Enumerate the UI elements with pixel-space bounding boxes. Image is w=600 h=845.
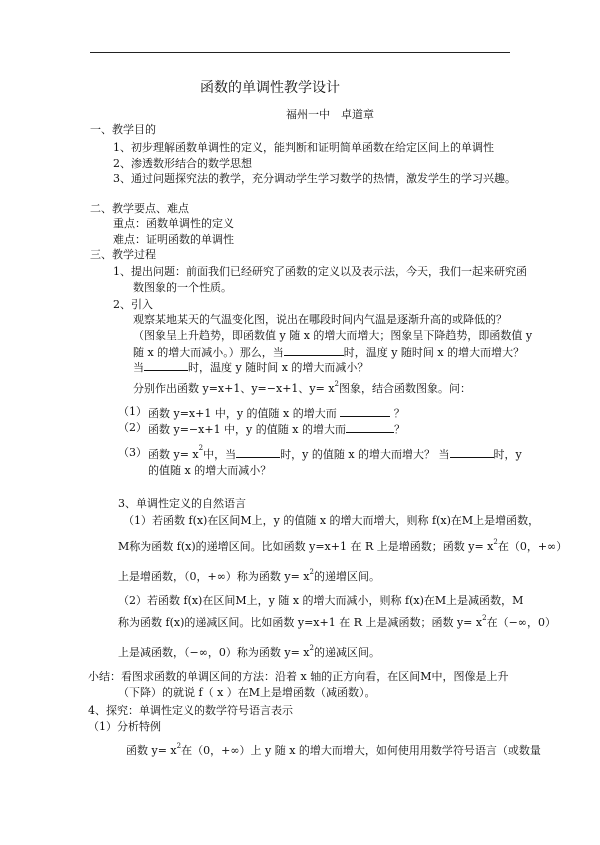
question-3-line-2: 的值随 x 的增大而减小？	[148, 464, 272, 477]
goal-item-3: 3、通过问题探究法的教学，充分调动学生学习数学的热情，激发学生的学习兴趣。	[113, 172, 516, 185]
question-2: 函数 y=−x+1 中，y 的值随 x 的增大而 ？	[148, 423, 405, 436]
section-3-heading: 三、教学过程	[90, 248, 156, 261]
observe-line-4: 当 时，温度 y 随时间 x 的增大而减小？	[133, 361, 369, 374]
definition-2-line-2: 称为函数 f(x)的递减区间。比如函数 y=x+1 在 R 上是减函数；函数 $y= x^2$在（−∞，0）	[118, 614, 556, 629]
author-line: 福州一中 卓道章	[286, 108, 374, 121]
section-1-heading: 一、教学目的	[90, 123, 156, 136]
question-1: 函数 y=x+1 中，y 的值随 x 的增大而 ？	[148, 407, 405, 420]
answer-blank	[450, 446, 494, 458]
section-2-heading: 二、教学要点、难点	[90, 202, 189, 215]
difficult-point: 难点：证明函数的单调性	[113, 233, 234, 246]
definition-1-line-1: （1）若函数 f(x)在区间M上，y 的值随 x 的增大而增大，则称 f(x)在M上是增函数，	[123, 514, 540, 527]
answer-blank	[340, 405, 390, 417]
definition-1-line-3: 上是增函数，（0，+∞）称为函数 $y= x^2$的递增区间。	[118, 568, 380, 583]
question-2-number: （2）	[118, 421, 147, 434]
question-3-number: （3）	[118, 446, 147, 459]
draw-functions-line: 分别作出函数 y=x+1、y=−x+1、$y= x^2$图象，结合函数图象。问：	[133, 380, 472, 395]
answer-blank	[236, 446, 280, 458]
step-4-sub-1: （1）分析特例	[88, 720, 161, 733]
step-1-line-1: 1、提出问题：前面我们已经研究了函数的定义以及表示法，今天，我们一起来研究函	[113, 265, 527, 278]
step-3-heading: 3、单调性定义的自然语言	[118, 497, 246, 510]
key-point: 重点：函数单调性的定义	[113, 217, 234, 230]
definition-1-line-2: M称为函数 f(x)的递增区间。比如函数 y=x+1 在 R 上是增函数；函数 $y= x^2$在（0，+∞）	[118, 538, 568, 553]
goal-item-1: 1、初步理解函数单调性的定义，能判断和证明简单函数在给定区间上的单调性	[113, 141, 494, 154]
doc-title: 函数的单调性教学设计	[200, 80, 340, 96]
question-3-line-1: 函数 $y= x^2$中，当 时，y 的值随 x 的增大而增大？ 当 时，y	[148, 444, 522, 461]
goal-item-2: 2、渗透数形结合的数学思想	[113, 157, 252, 170]
definition-2-line-3: 上是减函数，（−∞，0）称为函数 $y= x^2$的递减区间。	[118, 644, 380, 659]
observe-line-3: 随 x 的增大而减小。）那么，当 时，温度 y 随时间 x 的增大而增大？	[133, 346, 525, 359]
final-line: 函数 $y= x^2$在（0，+∞）上 y 随 x 的增大而增大，如何使用用数学符号语言（或数量	[126, 742, 541, 757]
definition-2-line-1: （2）若函数 f(x)在区间M上，y 随 x 的增大而减小，则称 f(x)在M上是减函数，M	[118, 594, 524, 607]
answer-blank	[284, 344, 344, 356]
question-1-number: （1）	[118, 405, 147, 418]
step-2-heading: 2、引入	[113, 298, 153, 311]
summary-line-1: 小结：看图求函数的单调区间的方法：沿着 x 轴的正方向看，在区间M中，图像是上升	[88, 670, 509, 683]
summary-line-2: （下降）的就说 f（ x ）在M上是增函数（减函数）。	[118, 686, 376, 699]
observe-line-1: 观察某地某天的气温变化图，说出在哪段时间内气温是逐渐升高的或降低的？	[133, 313, 507, 326]
observe-line-2: （图象呈上升趋势，即函数值 y 随 x 的增大而增大；图象呈下降趋势，即函数值 y	[133, 329, 533, 342]
step-4-heading: 4、探究：单调性定义的数学符号语言表示	[88, 704, 293, 717]
answer-blank	[346, 421, 394, 433]
step-1-line-2: 数图象的一个性质。	[133, 281, 232, 294]
answer-blank	[144, 359, 188, 371]
header-rule	[90, 52, 510, 53]
